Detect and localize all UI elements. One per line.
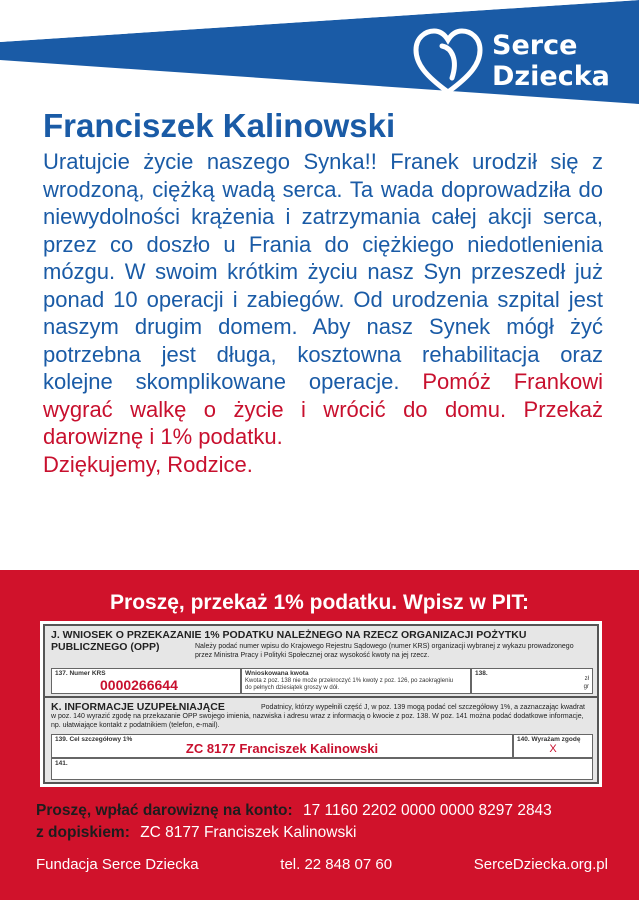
consent-label: 140. Wyrażam zgodę bbox=[517, 736, 581, 743]
box-141 bbox=[51, 758, 593, 780]
consent-box bbox=[513, 734, 593, 758]
heart-icon bbox=[412, 26, 484, 98]
krs-box bbox=[51, 668, 241, 694]
goal-label: 139. Cel szczegółowy 1% bbox=[55, 736, 133, 743]
consent-mark: X bbox=[549, 743, 557, 755]
footer-website: SerceDziecka.org.pl bbox=[473, 856, 608, 873]
section-k-note: Podatnicy, którzy wypełnili część J, w poz. 139 mogą podać cel szczegółowy 1%, a zaznaczając kwadrat w poz. 140 wyrazić zgodę na przekazanie OPP swojego imienia, nazwiska i adresu wraz z informacją o kwocie z poz. 138. W poz. 141 można podać dodatkowe informacje, np. ułatwiające kontakt z podatnikiem (telefon, e-mail). bbox=[51, 704, 585, 729]
page-title: Franciszek Kalinowski bbox=[43, 107, 396, 144]
footer-org: Fundacja Serce Dziecka bbox=[36, 856, 199, 873]
signature: Dziękujemy, Rodzice. bbox=[43, 451, 253, 477]
footer bbox=[36, 855, 608, 875]
account-row bbox=[36, 800, 616, 822]
krs-label: 137. Numer KRS bbox=[55, 670, 106, 677]
goal-box bbox=[51, 734, 513, 758]
section-j-note: Należy podać numer wpisu do Krajowego Rejestru Sądowego (numer KRS) organizacji wybranej z wykazu prowadzonego przez Ministra Pracy i Polityki Społecznej oraz wysokość kwoty na jej rzecz. bbox=[195, 643, 574, 659]
amount-description: Kwota z poz. 138 nie może przekroczyć 1% kwoty z poz. 126, po zaokrągleniu do pełnych dziesiątek groszy w dół. bbox=[245, 678, 454, 691]
reference-label: z dopiskiem: bbox=[36, 824, 130, 841]
box-141-label: 141. bbox=[55, 760, 68, 767]
account-number: 17 1160 2202 0000 0000 8297 2843 bbox=[302, 802, 552, 819]
goal-value: ZC 8177 Franciszek Kalinowski bbox=[185, 741, 379, 756]
section-j-title-text: J. WNIOSEK O PRZEKAZANIE 1% PODATKU NALEŻNEGO NA RZECZ ORGANIZACJI POŻYTKU PUBLICZNEGO (OPP) bbox=[51, 629, 527, 653]
pit-form-excerpt bbox=[43, 624, 599, 784]
amount-box bbox=[241, 668, 471, 694]
tax-headline: Proszę, przekaż 1% podatku. Wpisz w PIT: bbox=[110, 591, 529, 614]
section-k-title: K. INFORMACJE UZUPEŁNIAJĄCE bbox=[51, 701, 225, 713]
amount-label: Wnioskowana kwota bbox=[245, 670, 309, 677]
form-section-j bbox=[45, 626, 597, 698]
box-138-label: 138. bbox=[475, 670, 488, 677]
logo-line-serce: Serce bbox=[492, 30, 578, 61]
logo-line-dziecka: Dziecka bbox=[492, 61, 610, 92]
story-text bbox=[43, 148, 603, 478]
unit-zl: zł bbox=[584, 676, 589, 682]
call-to-action: Pomóż Frankowi wygrać walkę o życie i wrócić do domu. Przekaż darowiznę i 1% podatku. bbox=[43, 369, 603, 449]
unit-gr: gr bbox=[583, 684, 589, 690]
krs-value: 0000266644 bbox=[100, 677, 178, 693]
logo-wordmark bbox=[492, 30, 610, 92]
reference-row bbox=[36, 822, 616, 844]
box-138 bbox=[471, 668, 593, 694]
reference-value: ZC 8177 Franciszek Kalinowski bbox=[140, 824, 357, 841]
donation-info bbox=[36, 800, 616, 844]
account-label: Proszę, wpłać darowiznę na konto: bbox=[36, 802, 293, 819]
form-section-k bbox=[45, 698, 597, 782]
story-body: Uratujcie życie naszego Synka!! Franek urodził się z wrodzoną, ciężką wadą serca. Ta wada doprowadziła do niewydolności krążenia i zatrzymania całej akcji serca, przez co doszło u Frania do ciężkiego niedotlenienia mózgu. W swoim krótkim życiu nasz Syn przeszedł już ponad 10 operacji i zabiegów. Od urodzenia szpital jest naszym drugim domem. Aby nasz Synek mógł żyć potrzebna jest długa, kosztowna rehabilitacja oraz kolejne skomplikowane operacje. bbox=[43, 149, 603, 394]
footer-phone: tel. 22 848 07 60 bbox=[280, 856, 393, 873]
serce-dziecka-logo bbox=[412, 24, 612, 104]
